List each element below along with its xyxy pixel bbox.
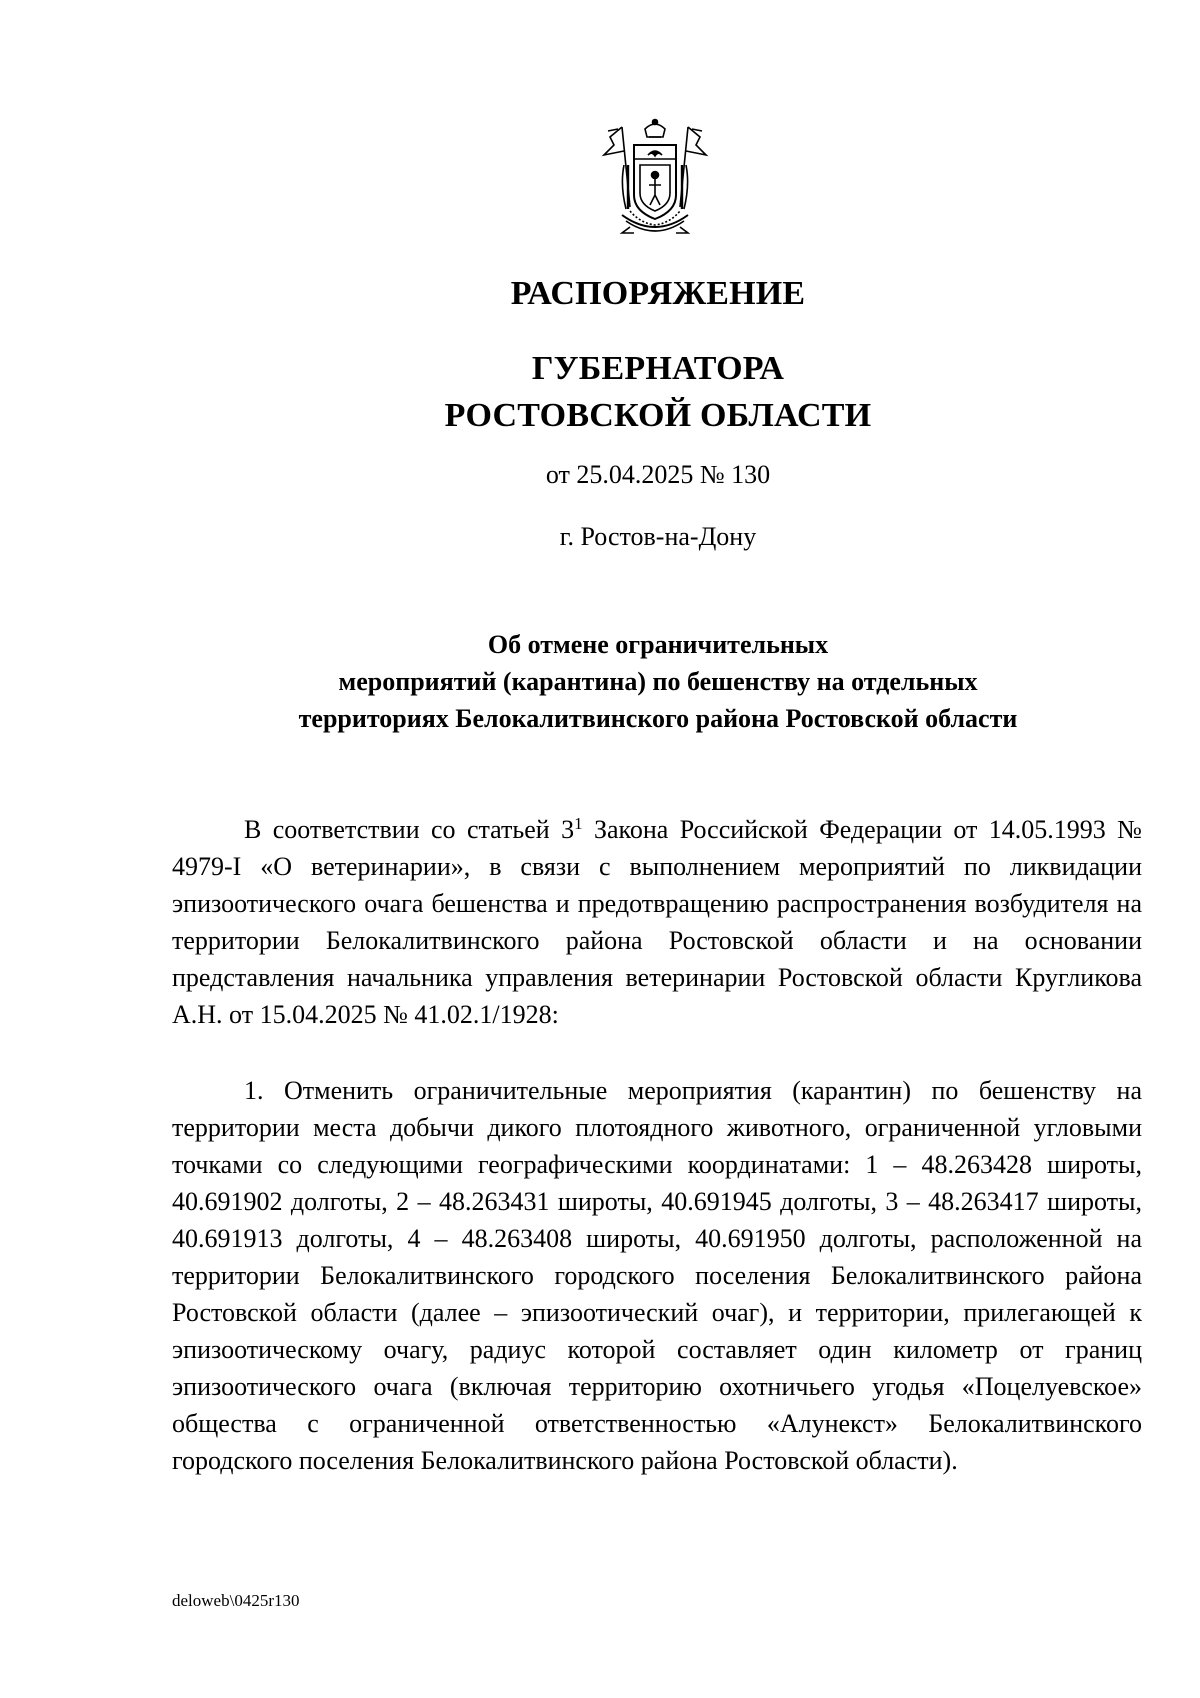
document-type-title: РАСПОРЯЖЕНИЕ bbox=[510, 275, 806, 312]
preamble-text-rest: Закона Российской Федерации от 14.05.1993 № 4979-I «О ветеринарии», в связи с выполнением мероприятий по ликвидации эпизоотического очага бешенства и предотвращению распространения возбудителя на территории Белокалитвинского района Ростовской области и на основании представления начальника управления ветеринарии Ростовской области Кругликова А.Н. от 15.04.2025 № 41.02.1/1928: bbox=[172, 815, 1142, 1029]
document-footer-code: deloweb\0425r130 bbox=[172, 1591, 300, 1610]
issuing-authority bbox=[0, 345, 1200, 439]
authority-line-1: ГУБЕРНАТОРА bbox=[531, 350, 785, 387]
article-superscript: 1 bbox=[574, 814, 583, 833]
coat-of-arms-icon bbox=[600, 115, 710, 243]
item-1-paragraph bbox=[172, 1072, 1142, 1479]
preamble-paragraph bbox=[172, 811, 1142, 1033]
subject-line-2: мероприятий (карантина) по бешенству на отдельных bbox=[338, 667, 978, 696]
authority-line-2: РОСТОВСКОЙ ОБЛАСТИ bbox=[444, 397, 872, 434]
document-subject bbox=[0, 626, 1200, 737]
item-1-text: 1. Отменить ограничительные мероприятия (карантин) по бешенству на территории места добычи дикого плотоядного животного, ограниченной угловыми точками со следующими географическими координатами: 1 – 48.263428 широты, 40.691902 долготы, 2 – 48.263431 широты, 40.691945 долготы, 3 – 48.263417 широты, 40.691913 долготы, 4 – 48.263408 широты, 40.691950 долготы, расположенной на территории Белокалитвинского городского поселения Белокалитвинского района Ростовской области (далее – эпизоотический очаг), и территории, прилегающей к эпизоотическому очагу, радиус которой составляет один километр от границ эпизоотического очага (включая территорию охотничьего угодья «Поцелуевское» общества с ограниченной ответственностью «Алунекст» Белокалитвинского городского поселения Белокалитвинского района Ростовской области). bbox=[172, 1076, 1142, 1475]
preamble-text-start: В соответствии со статьей 3 bbox=[244, 815, 575, 844]
document-city: г. Ростов-на-Дону bbox=[559, 522, 757, 551]
document-date-number: от 25.04.2025 № 130 bbox=[545, 460, 771, 489]
subject-line-3: территориях Белокалитвинского района Ростовской области bbox=[298, 704, 1018, 733]
subject-line-1: Об отмене ограничительных bbox=[487, 630, 829, 659]
